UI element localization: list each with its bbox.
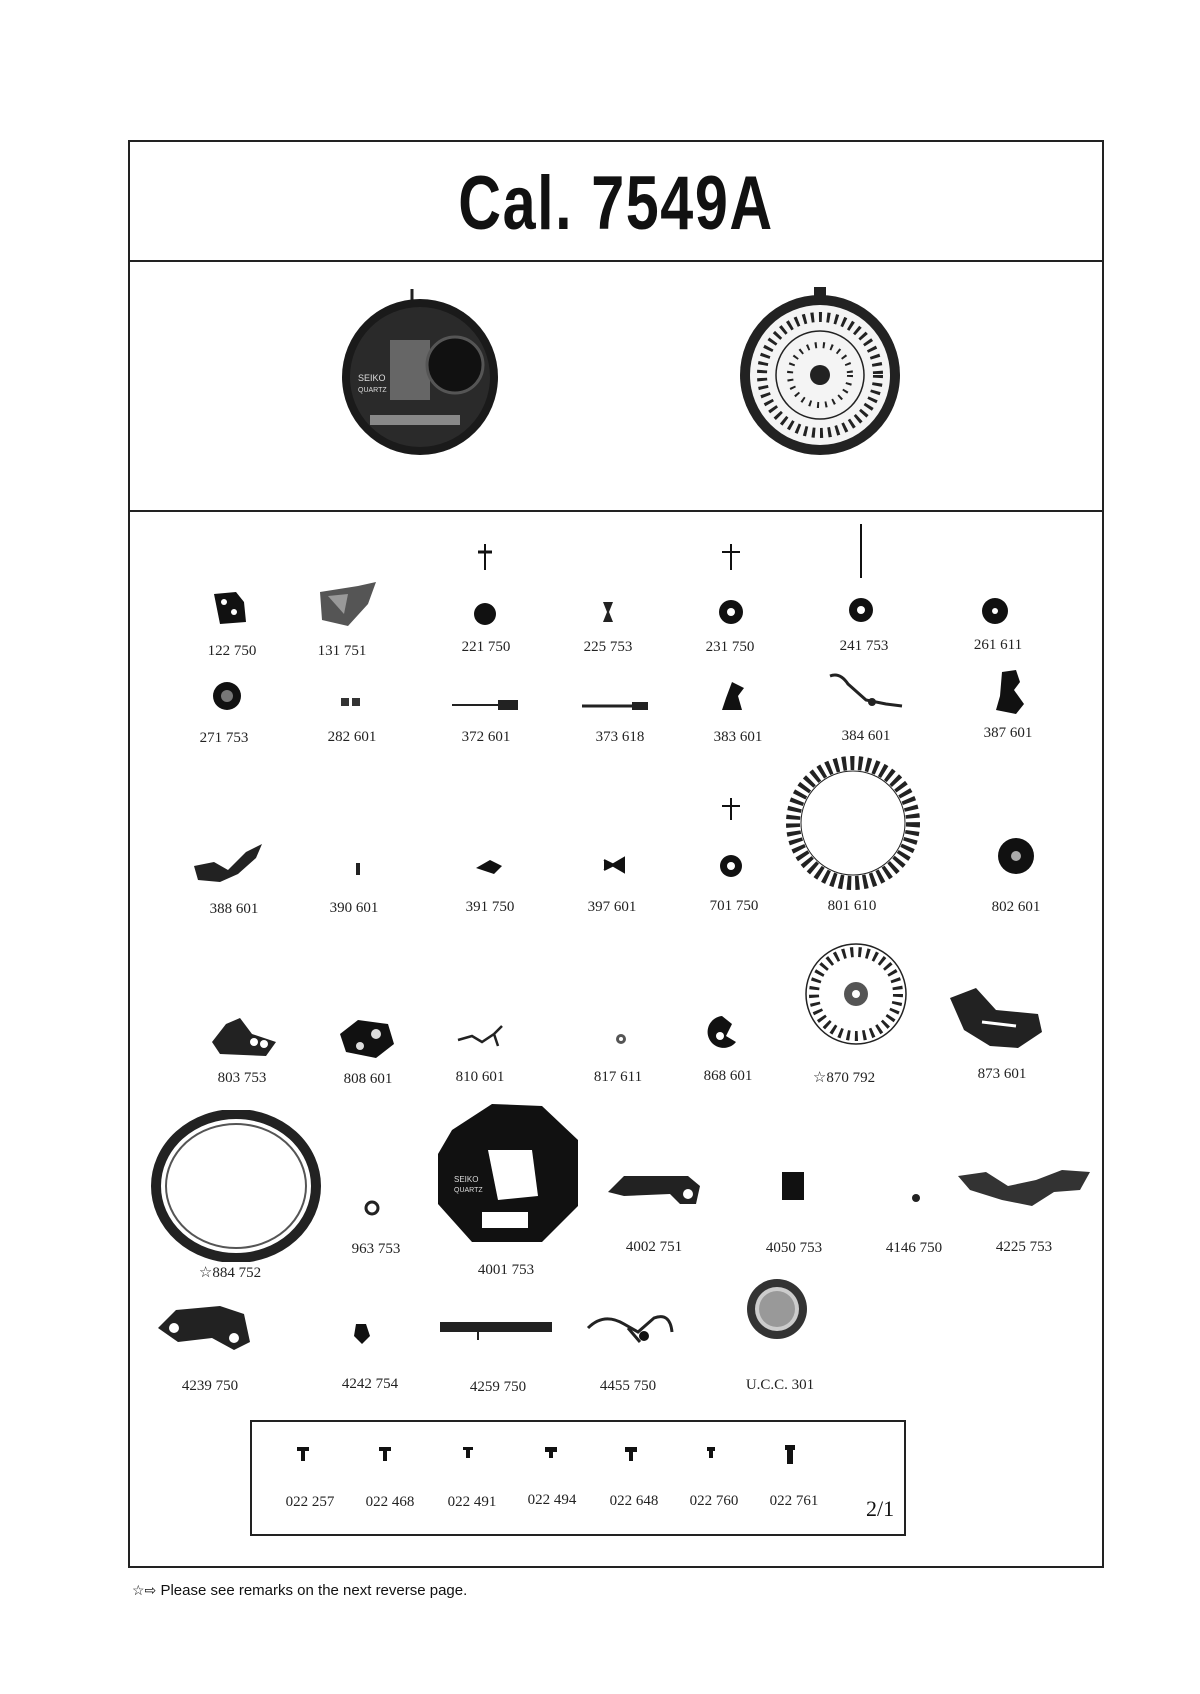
part-image-4455750 <box>584 1306 676 1348</box>
part-code-label: 801 610 <box>827 898 877 914</box>
part-image-873601 <box>946 986 1046 1052</box>
part-code-label: 4001 753 <box>477 1262 535 1278</box>
part-code-label: 373 618 <box>595 729 645 745</box>
part-code-label: 868 601 <box>703 1068 753 1084</box>
part-image-225753 <box>600 600 616 624</box>
screw-image <box>544 1446 558 1460</box>
part-image-884752 <box>150 1110 322 1262</box>
part-image-391750 <box>474 858 504 876</box>
part-code-label: 221 750 <box>461 639 511 655</box>
part-code-label: 4242 754 <box>341 1376 399 1392</box>
part-code-label: 802 601 <box>991 899 1041 915</box>
part-code-label: 4239 750 <box>181 1378 239 1394</box>
part-image-221750 <box>470 540 500 630</box>
part-code-label: U.C.C. 301 <box>745 1377 815 1393</box>
part-image-ucc301 <box>744 1276 810 1342</box>
part-code-label: 817 611 <box>593 1069 643 1085</box>
part-image-388601 <box>190 840 270 886</box>
part-code-label: 271 753 <box>199 730 249 746</box>
part-image-4225753 <box>956 1166 1092 1210</box>
part-code-label: 282 601 <box>327 729 377 745</box>
part-image-282601 <box>340 696 362 708</box>
part-code-label: 4259 750 <box>469 1379 527 1395</box>
screw-image <box>624 1446 638 1462</box>
part-code-label: 803 753 <box>217 1070 267 1086</box>
part-code-label: 388 601 <box>209 901 259 917</box>
screw-image <box>296 1446 310 1462</box>
part-code-label: 873 601 <box>977 1066 1027 1082</box>
screw-code-label: 022 257 <box>285 1494 335 1510</box>
part-code-label: 963 753 <box>351 1241 401 1257</box>
part-image-390601 <box>354 862 362 876</box>
part-image-122750 <box>210 588 250 628</box>
part-image-131751 <box>318 580 378 630</box>
part-image-4259750 <box>438 1314 554 1340</box>
svg-text:QUARTZ: QUARTZ <box>454 1187 483 1194</box>
part-image-4002751 <box>604 1164 704 1210</box>
page-fraction: 2/1 <box>866 1496 895 1521</box>
page-title: Cal. 7549A <box>458 161 774 246</box>
part-code-label: 4455 750 <box>599 1378 657 1394</box>
screw-code-label: 022 494 <box>527 1492 577 1508</box>
svg-text:SEIKO: SEIKO <box>358 373 386 383</box>
part-code-label: 131 751 <box>317 643 367 659</box>
part-code-label: 261 611 <box>973 637 1023 653</box>
part-image-4050753 <box>780 1170 806 1202</box>
part-image-868601 <box>702 1012 742 1056</box>
part-code-label: 4225 753 <box>995 1239 1053 1255</box>
movement-dial-side-photo <box>730 283 910 463</box>
part-code-label: 4146 750 <box>885 1240 943 1256</box>
parts-sheet-frame <box>128 140 1104 1568</box>
part-image-373618 <box>580 699 650 713</box>
part-code-label: 4050 753 <box>765 1240 823 1256</box>
screw-code-label: 022 468 <box>365 1494 415 1510</box>
part-image-4146750 <box>910 1192 922 1204</box>
part-code-label: 122 750 <box>207 643 257 659</box>
part-code-label: 383 601 <box>713 729 763 745</box>
part-image-802601 <box>996 836 1036 876</box>
title-band <box>130 142 1102 262</box>
part-code-label: 372 601 <box>461 729 511 745</box>
part-code-label: 225 753 <box>583 639 633 655</box>
part-code-label: 241 753 <box>839 638 889 654</box>
part-image-261611 <box>980 596 1010 626</box>
screw-code-label: 022 648 <box>609 1493 659 1509</box>
part-image-4001753 <box>432 1100 584 1246</box>
part-image-810601 <box>456 1020 506 1050</box>
part-image-397601 <box>602 856 626 874</box>
part-image-241753 <box>846 522 876 626</box>
part-image-870792 <box>800 938 912 1050</box>
part-code-label: ☆884 752 <box>198 1265 262 1281</box>
screw-image <box>378 1446 392 1462</box>
svg-text:QUARTZ: QUARTZ <box>358 387 387 394</box>
part-image-383601 <box>718 680 748 716</box>
screw-code-label: 022 761 <box>769 1493 819 1509</box>
part-image-387601 <box>990 668 1030 716</box>
part-image-803753 <box>206 1012 286 1060</box>
screw-image <box>706 1446 716 1460</box>
part-image-4242754 <box>350 1320 372 1346</box>
part-code-label: 391 750 <box>465 899 515 915</box>
screw-code-label: 022 760 <box>689 1493 739 1509</box>
part-code-label: 4002 751 <box>625 1239 683 1255</box>
screws-box <box>250 1420 906 1536</box>
part-image-701750 <box>716 796 746 880</box>
part-image-231750 <box>716 540 746 630</box>
part-code-label: 387 601 <box>983 725 1033 741</box>
star-arrow-icon: ☆⇨ <box>132 1582 157 1598</box>
part-code-label: 231 750 <box>705 639 755 655</box>
part-image-801610 <box>784 754 922 892</box>
part-code-label: 810 601 <box>455 1069 505 1085</box>
part-code-label: 808 601 <box>343 1071 393 1087</box>
part-code-label: 390 601 <box>329 900 379 916</box>
part-image-271753 <box>212 681 242 711</box>
screw-code-label: 022 491 <box>447 1494 497 1510</box>
part-image-963753 <box>364 1200 380 1216</box>
part-image-817611 <box>614 1032 628 1046</box>
remark-text: Please see remarks on the next reverse page. <box>160 1582 468 1599</box>
movement-back-photo <box>330 285 510 465</box>
part-image-372601 <box>450 698 520 712</box>
part-image-384601 <box>826 670 906 716</box>
part-code-label: 384 601 <box>841 728 891 744</box>
remark-note <box>132 1582 467 1599</box>
part-image-808601 <box>336 1014 396 1060</box>
part-image-4239750 <box>154 1302 254 1354</box>
screw-image <box>462 1446 474 1460</box>
movement-photos-band <box>130 262 1102 512</box>
svg-text:SEIKO: SEIKO <box>454 1175 479 1184</box>
screw-image <box>784 1444 796 1466</box>
part-code-label: 397 601 <box>587 899 637 915</box>
part-code-label: ☆870 792 <box>812 1070 876 1086</box>
part-code-label: 701 750 <box>709 898 759 914</box>
